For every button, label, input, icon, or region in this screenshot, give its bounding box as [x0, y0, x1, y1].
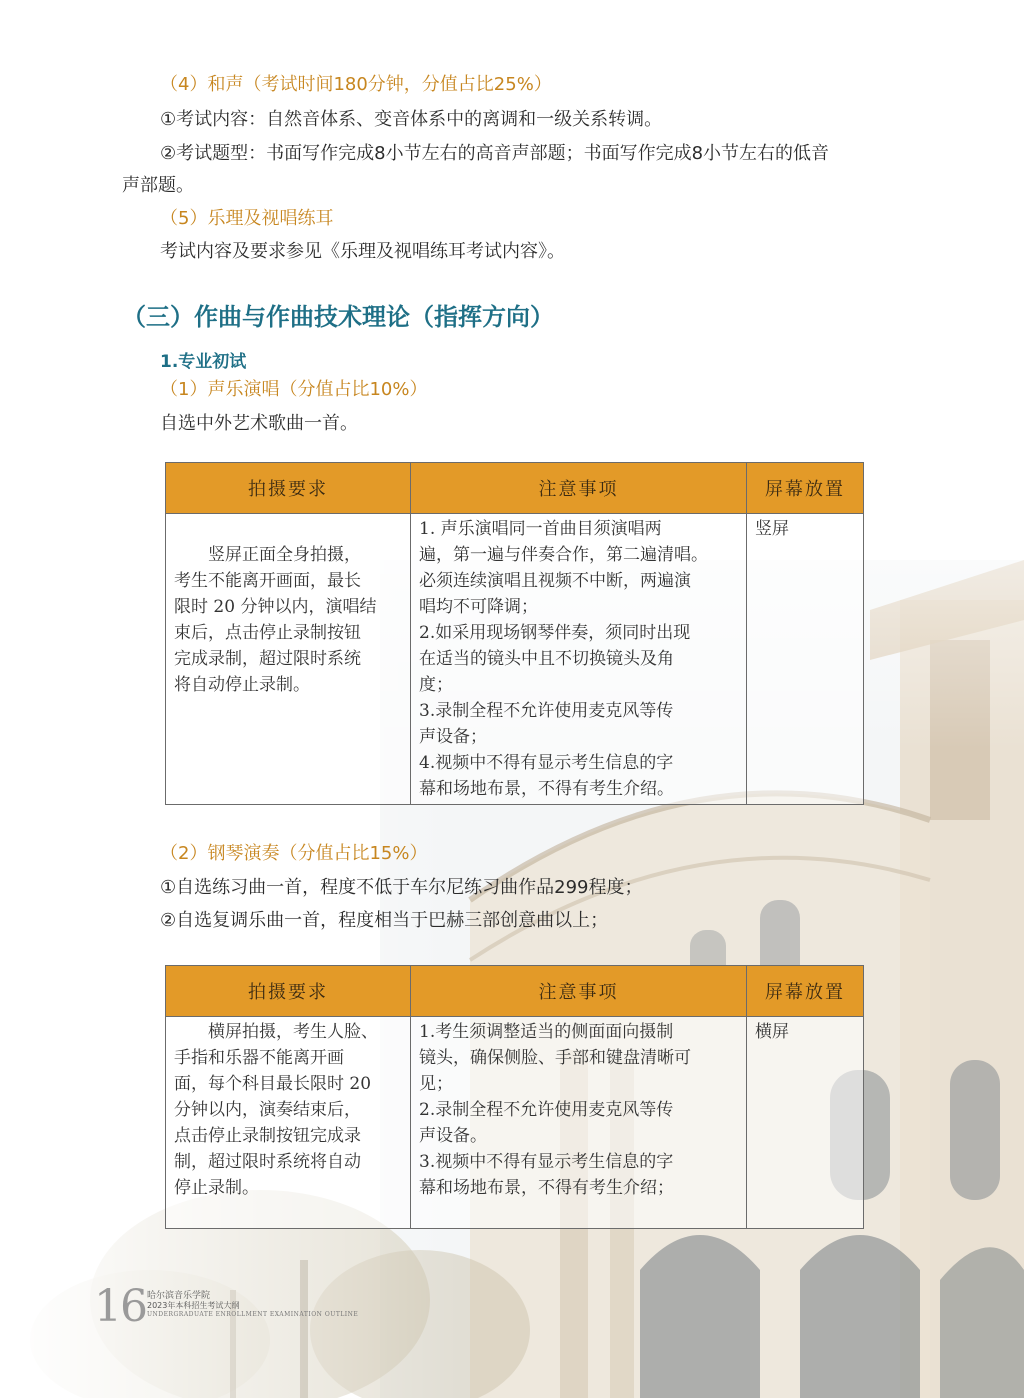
theory-heading: （5）乐理及视唱练耳	[160, 208, 334, 229]
vocal-text: 自选中外艺术歌曲一首。	[160, 413, 358, 434]
theory-text: 考试内容及要求参见《乐理及视唱练耳考试内容》。	[160, 241, 565, 262]
footer-title-cn: 2023年本科招生考试大纲	[147, 1301, 240, 1310]
notes-cell	[411, 514, 747, 805]
notes-cell	[411, 1017, 747, 1229]
text-line: 2.录制全程不允许使用麦克风等传	[419, 1100, 674, 1120]
text-line: 竖屏正面全身拍摄，	[208, 545, 361, 565]
header-notes: 注意事项	[411, 463, 747, 514]
table-header-row	[166, 966, 864, 1017]
footer-title-en: UNDERGRADUATE ENROLLMENT EXAMINATION OUTLINE	[147, 1311, 359, 1318]
piano-item1: ①自选练习曲一首，程度不低于车尔尼练习曲作品299程度；	[160, 877, 643, 898]
text-line: 点击停止录制按钮完成录	[174, 1126, 361, 1146]
text-line: 将自动停止录制。	[174, 675, 310, 695]
header-screen: 屏幕放置	[747, 463, 864, 514]
screen-cell: 竖屏	[747, 514, 864, 805]
harmony-type-line2: 声部题。	[122, 175, 194, 196]
text-line: 1. 声乐演唱同一首曲目须演唱两	[419, 519, 662, 539]
text-line: 度；	[419, 675, 453, 695]
table-header-row	[166, 463, 864, 514]
text-line: 幕和场地布景，不得有考生介绍。	[419, 779, 674, 799]
text-line: 3.录制全程不允许使用麦克风等传	[419, 701, 674, 721]
harmony-type-line1: ②考试题型：书面写作完成8小节左右的高音声部题；书面写作完成8小节左右的低音	[160, 143, 830, 164]
text-line: 束后，点击停止录制按钮	[174, 623, 361, 643]
text-line: 必须连续演唱且视频不中断，两遍演	[419, 571, 691, 591]
piano-requirements-table	[165, 965, 864, 1229]
text-line: 声设备。	[419, 1126, 487, 1146]
text-line: 镜头，确保侧脸、手部和键盘清晰可	[419, 1048, 691, 1068]
text-line: 见；	[419, 1074, 453, 1094]
page-number: 16	[94, 1281, 146, 1332]
text-line: 幕和场地布景，不得有考生介绍；	[419, 1178, 674, 1198]
text-line: 限时 20 分钟以内，演唱结	[174, 597, 377, 617]
text-line: 声设备；	[419, 727, 487, 747]
text-line: 3.视频中不得有显示考生信息的字	[419, 1152, 674, 1172]
screen-cell: 横屏	[747, 1017, 864, 1229]
part3-title: （三）作曲与作曲技术理论（指挥方向）	[122, 303, 554, 331]
text-line: 在适当的镜头中且不切换镜头及角	[419, 649, 674, 669]
text-line: 完成录制，超过限时系统	[174, 649, 361, 669]
text-line: 4.视频中不得有显示考生信息的字	[419, 753, 674, 773]
text-line: 1.考生须调整适当的侧面面向摄制	[419, 1022, 674, 1042]
header-shooting: 拍摄要求	[166, 463, 411, 514]
header-screen: 屏幕放置	[747, 966, 864, 1017]
text-line: 遍，第一遍与伴奏合作，第二遍清唱。	[419, 545, 708, 565]
table-row	[166, 514, 864, 805]
table-row	[166, 1017, 864, 1229]
piano-item2: ②自选复调乐曲一首，程度相当于巴赫三部创意曲以上；	[160, 910, 609, 931]
text-line: 停止录制。	[174, 1178, 259, 1198]
footer-school: 哈尔滨音乐学院	[147, 1291, 211, 1301]
harmony-content: ①考试内容：自然音体系、变音体系中的离调和一级关系转调。	[160, 109, 663, 130]
text-line: 分钟以内，演奏结束后，	[174, 1100, 361, 1120]
text-line: 唱均不可降调；	[419, 597, 538, 617]
sub1-title: 1.专业初试	[160, 352, 247, 372]
text-line: 面，每个科目最长限时 20	[174, 1074, 372, 1094]
text-line: 考生不能离开画面，最长	[174, 571, 361, 591]
text-line: 手指和乐器不能离开画	[174, 1048, 344, 1068]
harmony-heading: （4）和声（考试时间180分钟，分值占比25%）	[160, 74, 552, 95]
shooting-requirement-cell	[166, 1017, 411, 1229]
vocal-requirements-table	[165, 462, 864, 805]
text-line: 2.如采用现场钢琴伴奏，须同时出现	[419, 623, 691, 643]
text-line: 横屏拍摄，考生人脸、	[208, 1022, 378, 1042]
header-notes: 注意事项	[411, 966, 747, 1017]
piano-heading: （2）钢琴演奏（分值占比15%）	[160, 843, 428, 864]
shooting-requirement-cell	[166, 514, 411, 805]
text-line: 制，超过限时系统将自动	[174, 1152, 361, 1172]
header-shooting: 拍摄要求	[166, 966, 411, 1017]
vocal-heading: （1）声乐演唱（分值占比10%）	[160, 379, 428, 400]
